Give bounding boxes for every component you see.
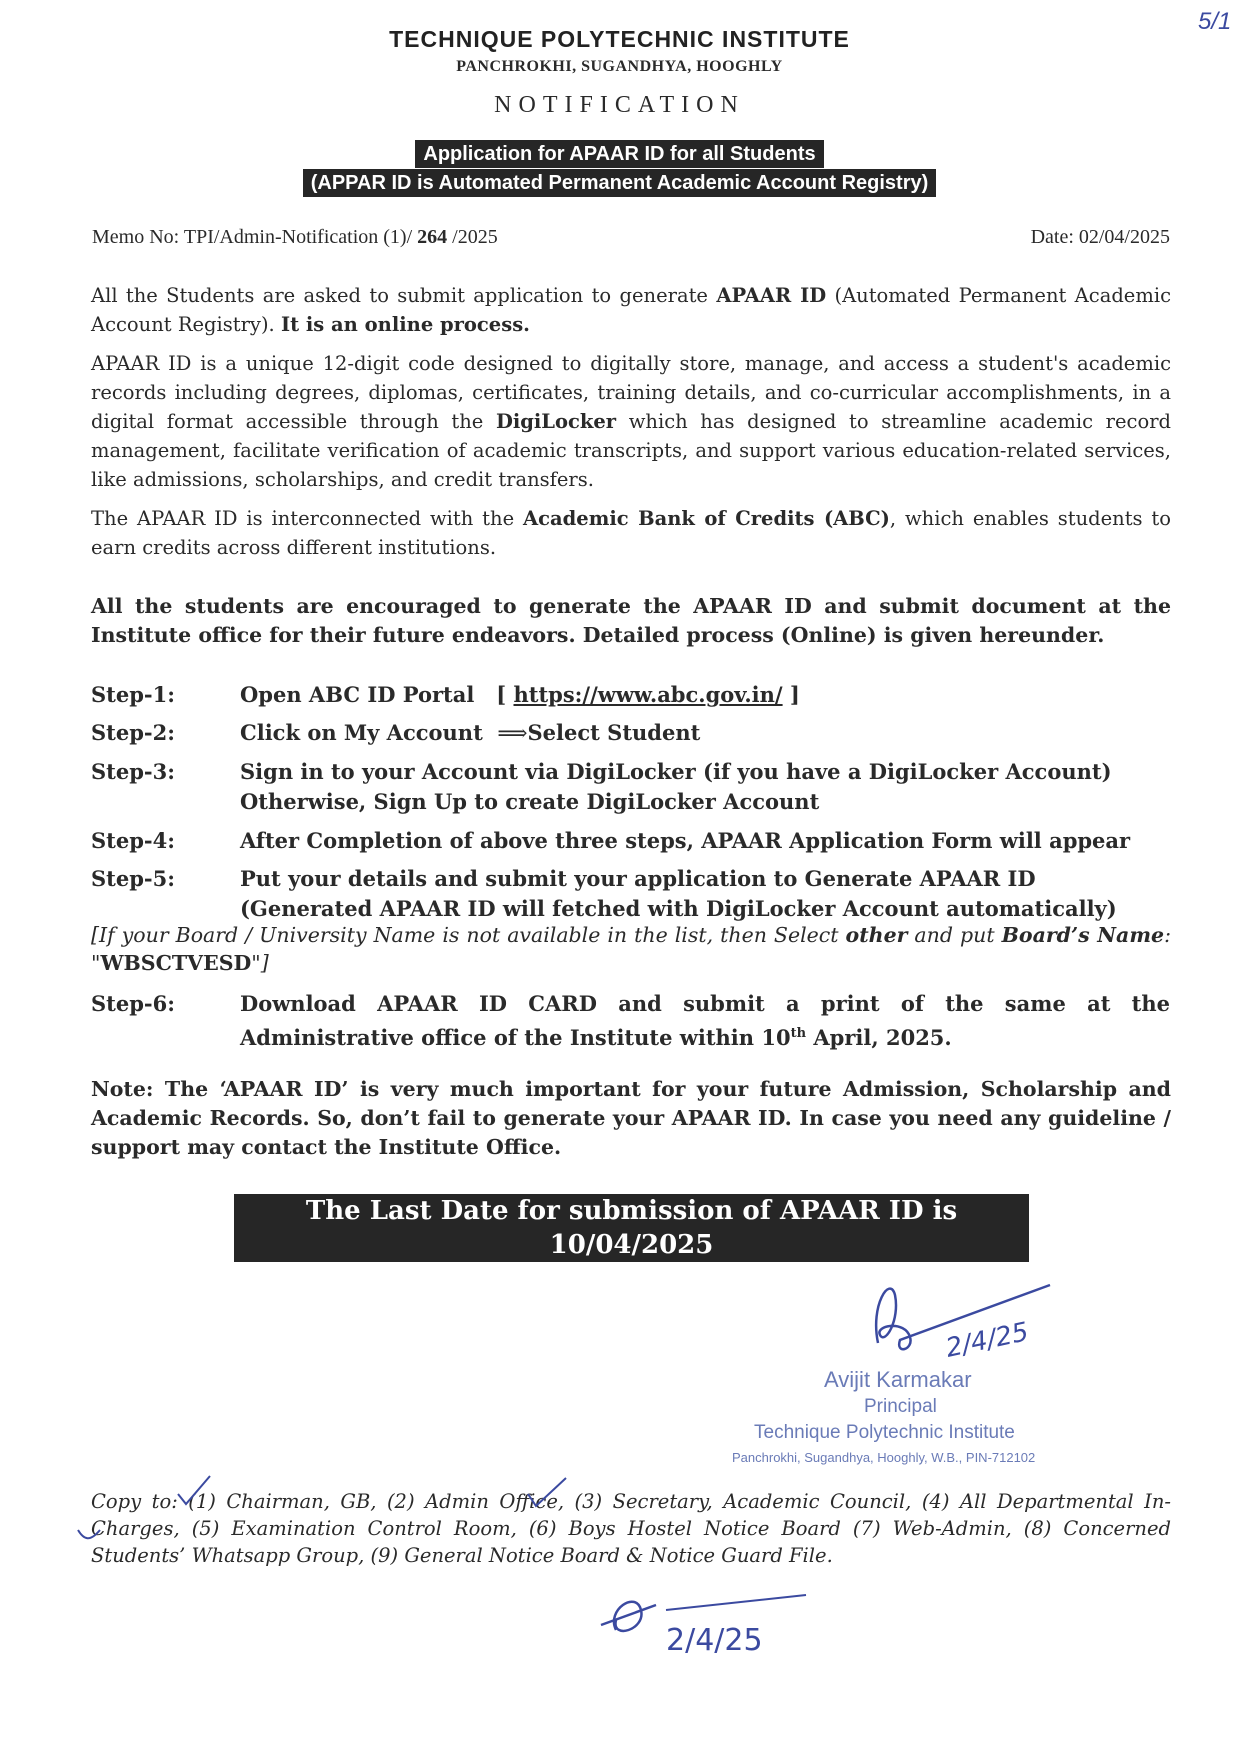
step-3-text: Sign in to your Account via DigiLocker (if you have a DigiLocker Account) Otherwise, Sign Up to create DigiLocker Account xyxy=(240,759,1112,814)
initials-signature-icon xyxy=(596,1570,826,1670)
board-name-note: [If your Board / University Name is not available in the list, then Select other and put Board’s Name: "WBSCTVESD"] xyxy=(91,923,1171,975)
step-4-text: After Completion of above three steps, APAAR Application Form will appear xyxy=(240,828,1131,853)
last-date-banner: The Last Date for submission of APAAR ID is 10/04/2025 xyxy=(234,1194,1029,1262)
step-6-label: Step-6: xyxy=(91,991,175,1016)
abc-portal-link[interactable]: https://www.abc.gov.in/ xyxy=(513,682,783,707)
initials-date: 2/4/25 xyxy=(666,1623,763,1658)
signatory-name: Avijit Karmakar xyxy=(824,1367,972,1392)
step-5-label: Step-5: xyxy=(91,866,175,891)
double-arrow-icon: ⟹ xyxy=(497,721,528,745)
subject-line-2: (APPAR ID is Automated Permanent Academic Account Registry) xyxy=(303,169,937,197)
step-5-text: Put your details and submit your application to Generate APAAR ID (Generated APAAR ID will fetched with DigiLocker Account automatically) xyxy=(240,866,1117,921)
important-note: Note: The ‘APAAR ID’ is very much important for your future Admission, Scholarship and Academic Records. So, don’t fail to generate your APAAR ID. In case you need any guideline / support may contact the Institute Office. xyxy=(91,1077,1171,1159)
step-2-text: Click on My Account ⟹Select Student xyxy=(240,720,701,745)
institute-address: PANCHROKHI, SUGANDHYA, HOOGHLY xyxy=(456,58,783,75)
step-2-label: Step-2: xyxy=(91,720,175,745)
apaar-description-paragraph: APAAR ID is a unique 12-digit code designed to digitally store, manage, and access a student's academic records including degrees, diplomas, certificates, training details, and co-curricular accomplishments, in a digital format accessible through the DigiLocker which has designed to streamline academic record management, facilitate verification of academic transcripts, and support various education-related services, like admissions, scholarships, and credit transfers. xyxy=(91,352,1171,491)
step-1-label: Step-1: xyxy=(91,682,175,707)
page-number-mark: 5/1 xyxy=(1198,8,1232,35)
principal-signature-icon xyxy=(850,1265,1080,1375)
step-4-label: Step-4: xyxy=(91,828,175,853)
signature-date: 2/4/25 xyxy=(943,1317,1032,1364)
notification-heading: NOTIFICATION xyxy=(494,92,745,118)
step-1-text: Open ABC ID Portal [ https://www.abc.gov.in/ ] xyxy=(240,682,800,707)
institute-name: TECHNIQUE POLYTECHNIC INSTITUTE xyxy=(389,26,850,52)
subject-line-1: Application for APAAR ID for all Students xyxy=(415,140,823,168)
step-6-text: Download APAAR ID CARD and submit a print of the same at the Administrative office of the Institute within 10th April, 2025. xyxy=(240,991,1170,1050)
intro-paragraph: All the Students are asked to submit application to generate APAAR ID (Automated Permanent Academic Account Registry). It is an online process. xyxy=(91,284,1171,336)
step-3-label: Step-3: xyxy=(91,759,175,784)
copy-to-list: Copy to: (1) Chairman, GB, (2) Admin Office, (3) Secretary, Academic Council, (4) All Departmental In-Charges, (5) Examination Control Room, (6) Boys Hostel Notice Board (7) Web-Admin, (8) Concerned Students’ Whatsapp Group, (9) General Notice Board & Notice Guard File. xyxy=(91,1490,1171,1567)
encouragement-paragraph: All the students are encouraged to generate the APAAR ID and submit document at the Institute office for their future endeavors. Detailed process (Online) is given hereunder. xyxy=(91,594,1171,647)
signatory-institute: Technique Polytechnic Institute xyxy=(754,1422,1015,1443)
tick-marks-icon xyxy=(60,1460,620,1570)
signatory-designation: Principal xyxy=(864,1396,937,1417)
signatory-address: Panchrokhi, Sugandhya, Hooghly, W.B., PIN-712102 xyxy=(732,1450,1036,1465)
subject-block xyxy=(0,140,1239,197)
memo-number: Memo No: TPI/Admin-Notification (1)/ 264 /2025 xyxy=(92,226,498,248)
abc-paragraph: The APAAR ID is interconnected with the Academic Bank of Credits (ABC), which enables students to earn credits across different institutions. xyxy=(91,507,1172,559)
memo-date: Date: 02/04/2025 xyxy=(1030,226,1170,248)
